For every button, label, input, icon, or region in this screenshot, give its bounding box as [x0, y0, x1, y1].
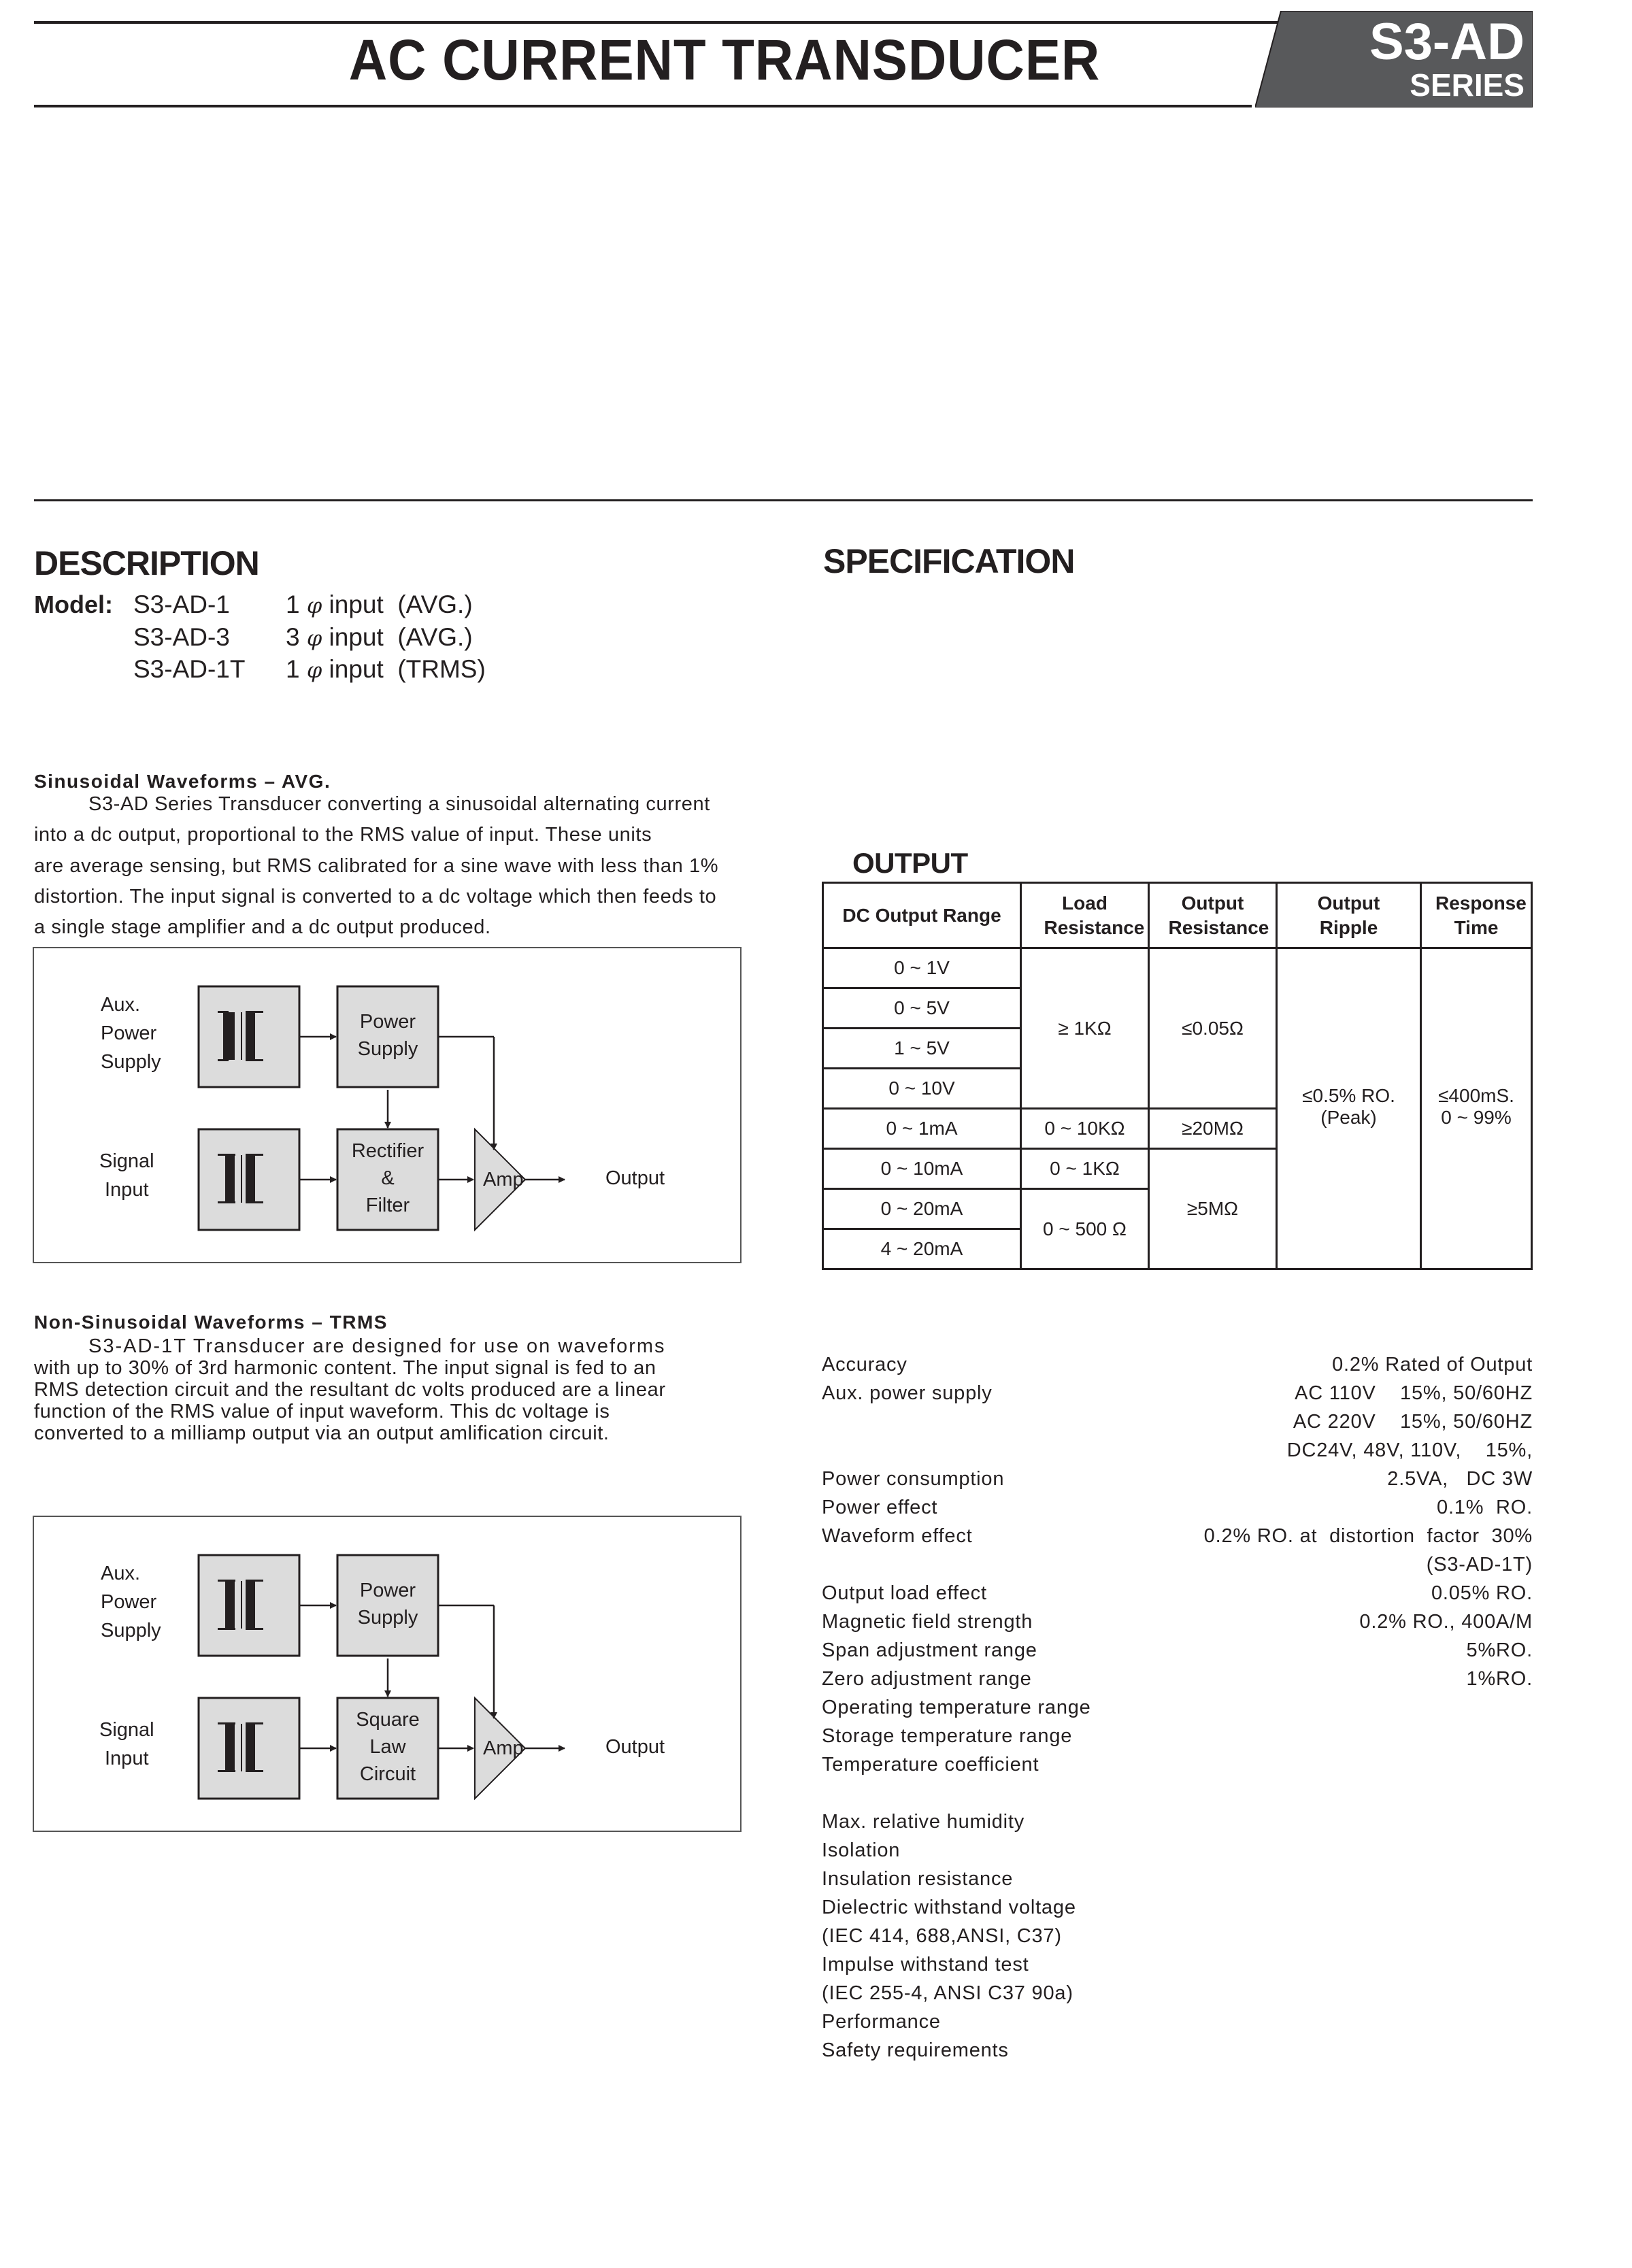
spec-row: [822, 1554, 1533, 1581]
spec-value: DC24V, 48V, 110V, 15%,: [1286, 1439, 1533, 1461]
spec-label: Impulse withstand test: [822, 1954, 1029, 1975]
spec-row: [822, 1582, 1533, 1610]
ripple-cell: ≤0.5% RO. (Peak): [1277, 948, 1421, 1269]
spec-row: [822, 1897, 1533, 1924]
load-resistance-cell: ≥ 1KΩ: [1021, 948, 1149, 1109]
paragraph-line: distortion. The input signal is converted to a dc voltage which then feeds to: [34, 886, 717, 907]
spec-label: Span adjustment range: [822, 1639, 1037, 1661]
spec-label: Power effect: [822, 1497, 938, 1518]
spec-label: Waveform effect: [822, 1525, 973, 1547]
output-label: Output: [605, 1167, 665, 1189]
range-cell: 0 ~ 1mA: [823, 1109, 1021, 1149]
series-label: SERIES: [1410, 67, 1525, 103]
description-heading: DESCRIPTION: [34, 544, 259, 582]
amp-label: Amp: [483, 1169, 524, 1190]
sinusoidal-heading: Sinusoidal Waveforms – AVG.: [34, 771, 331, 792]
spec-row: [822, 1811, 1533, 1838]
spec-row: [822, 1411, 1533, 1438]
spec-value: AC 220V 15%, 50/60HZ: [1293, 1411, 1533, 1433]
spec-value: AC 110V 15%, 50/60HZ: [1295, 1382, 1533, 1404]
aux-power-label: Aux. Power Supply: [101, 1563, 161, 1641]
paragraph-line: a single stage amplifier and a dc output produced.: [34, 916, 491, 938]
paragraph-line: are average sensing, but RMS calibrated for a sine wave with less than 1%: [34, 855, 719, 877]
spec-label: Output load effect: [822, 1582, 987, 1604]
model-code: S3-AD-1T: [133, 655, 246, 683]
header-bottom-rule: [34, 105, 1252, 107]
load-resistance-cell: 0 ~ 1KΩ: [1021, 1149, 1149, 1189]
response-time-cell: ≤400mS. 0 ~ 99%: [1421, 948, 1532, 1269]
spec-label: Operating temperature range: [822, 1697, 1091, 1718]
header-top-rule: [34, 21, 1327, 24]
spec-value: 0.2% RO. at distortion factor 30%: [1203, 1525, 1533, 1547]
rectifier-filter-block-label: Rectifier & Filter: [351, 1140, 424, 1216]
spec-value: (S3-AD-1T): [1426, 1554, 1533, 1575]
col-output-resistance: Output Resistance: [1149, 883, 1277, 948]
paragraph-line: S3-AD Series Transducer converting a sinusoidal alternating current: [88, 793, 710, 815]
spec-label: Safety requirements: [822, 2039, 1009, 2061]
spec-label: Performance: [822, 2011, 941, 2033]
table-header-row: [823, 883, 1532, 948]
load-resistance-cell: 0 ~ 500 Ω: [1021, 1189, 1149, 1269]
power-supply-block-label: Power Supply: [357, 1011, 418, 1060]
spec-value: 1%RO.: [1466, 1668, 1533, 1690]
series-code: S3-AD: [1369, 13, 1525, 71]
paragraph-line: function of the RMS value of input waveform. This dc voltage is: [34, 1401, 610, 1422]
spec-row: [822, 2039, 1533, 2067]
spec-row: [822, 1468, 1533, 1495]
spec-row: [822, 1497, 1533, 1524]
section-divider: [34, 499, 1533, 501]
model-label: Model:: [34, 590, 113, 618]
spec-label: Magnetic field strength: [822, 1611, 1033, 1633]
range-cell: 4 ~ 20mA: [823, 1229, 1021, 1269]
signal-input-label: Signal Input: [99, 1150, 154, 1201]
spec-value: 0.2% RO., 400A/M: [1359, 1611, 1533, 1633]
signal-input-label: Signal Input: [99, 1719, 154, 1769]
spec-row: [822, 1611, 1533, 1638]
spec-label: Max. relative humidity: [822, 1811, 1025, 1833]
model-row: [0, 656, 748, 684]
spec-label: Isolation: [822, 1839, 901, 1861]
spec-row: [822, 1868, 1533, 1895]
model-desc: 1 φ input (TRMS): [286, 655, 486, 683]
range-cell: 0 ~ 1V: [823, 948, 1021, 988]
spec-row: [822, 1668, 1533, 1695]
block-diagram-avg: [33, 947, 742, 1263]
spec-label: Power consumption: [822, 1468, 1005, 1490]
block-diagram-trms: [33, 1516, 742, 1832]
model-code: S3-AD-1: [133, 590, 230, 618]
phi-symbol: φ: [306, 625, 322, 651]
range-cell: 1 ~ 5V: [823, 1029, 1021, 1069]
model-code: S3-AD-3: [133, 623, 230, 651]
range-cell: 0 ~ 10mA: [823, 1149, 1021, 1189]
spec-row: [822, 1439, 1533, 1467]
non-sinusoidal-heading: Non-Sinusoidal Waveforms – TRMS: [34, 1312, 388, 1333]
spec-row: [822, 1525, 1533, 1552]
spec-row: [822, 1782, 1533, 1810]
col-load-resistance: Load Resistance: [1021, 883, 1149, 948]
spec-value: 0.1% RO.: [1437, 1497, 1533, 1518]
square-law-block-label: Square Law Circuit: [356, 1709, 420, 1785]
phi-symbol: φ: [306, 657, 322, 683]
aux-power-label: Aux. Power Supply: [101, 994, 161, 1073]
spec-row: [822, 1697, 1533, 1724]
spec-label: Dielectric withstand voltage: [822, 1897, 1076, 1918]
table-row: [823, 948, 1532, 988]
spec-row: [822, 1354, 1533, 1381]
spec-label: Zero adjustment range: [822, 1668, 1032, 1690]
spec-row: [822, 1725, 1533, 1752]
model-desc: 1 φ input (AVG.): [286, 590, 473, 618]
col-dc-output-range: DC Output Range: [823, 883, 1021, 948]
spec-row: [822, 1954, 1533, 1981]
paragraph-line: into a dc output, proportional to the RMS value of input. These units: [34, 824, 652, 846]
spec-label: Temperature coefficient: [822, 1754, 1039, 1775]
spec-row: [822, 1925, 1533, 1952]
spec-row: [822, 1754, 1533, 1781]
range-cell: 0 ~ 20mA: [823, 1189, 1021, 1229]
spec-value: 2.5VA, DC 3W: [1387, 1468, 1533, 1490]
spec-label: Insulation resistance: [822, 1868, 1014, 1890]
spec-label: (IEC 414, 688,ANSI, C37): [822, 1925, 1062, 1947]
amp-label: Amp: [483, 1737, 524, 1759]
spec-label: (IEC 255-4, ANSI C37 90a): [822, 1982, 1073, 2004]
spec-label: Accuracy: [822, 1354, 907, 1375]
spec-value: 5%RO.: [1466, 1639, 1533, 1661]
load-resistance-cell: 0 ~ 10KΩ: [1021, 1109, 1149, 1149]
spec-row: [822, 1839, 1533, 1867]
paragraph-line: with up to 30% of 3rd harmonic content. The input signal is fed to an: [34, 1357, 656, 1379]
paragraph-line: converted to a milliamp output via an output amlification circuit.: [34, 1422, 610, 1444]
paragraph-line: S3-AD-1T Transducer are designed for use on waveforms: [88, 1335, 666, 1357]
range-cell: 0 ~ 10V: [823, 1069, 1021, 1109]
model-row: [0, 624, 748, 652]
paragraph-line: RMS detection circuit and the resultant dc volts produced are a linear: [34, 1379, 666, 1401]
output-resistance-cell: ≥20MΩ: [1149, 1109, 1277, 1149]
spec-value: 0.2% Rated of Output: [1332, 1354, 1533, 1375]
model-desc: 3 φ input (AVG.): [286, 623, 473, 651]
series-banner: [1255, 11, 1533, 107]
spec-row: [822, 1382, 1533, 1410]
output-resistance-cell: ≤0.05Ω: [1149, 948, 1277, 1109]
col-output-ripple: Output Ripple: [1277, 883, 1421, 948]
phi-symbol: φ: [306, 593, 322, 618]
page-title: AC CURRENT TRANSDUCER: [348, 28, 1101, 92]
spec-label: Aux. power supply: [822, 1382, 993, 1404]
col-response-time: Response Time: [1421, 883, 1532, 948]
spec-row: [822, 2011, 1533, 2038]
output-table-title: OUTPUT: [852, 847, 968, 879]
spec-label: Storage temperature range: [822, 1725, 1073, 1747]
range-cell: 0 ~ 5V: [823, 988, 1021, 1029]
specification-heading: SPECIFICATION: [823, 542, 1075, 580]
power-supply-block-label: Power Supply: [357, 1580, 418, 1629]
output-label: Output: [605, 1736, 665, 1758]
output-table: [822, 882, 1533, 1270]
output-resistance-cell: ≥5MΩ: [1149, 1149, 1277, 1269]
spec-value: 0.05% RO.: [1431, 1582, 1533, 1604]
spec-row: [822, 1639, 1533, 1667]
model-row: [0, 592, 748, 619]
spec-row: [822, 1982, 1533, 2009]
